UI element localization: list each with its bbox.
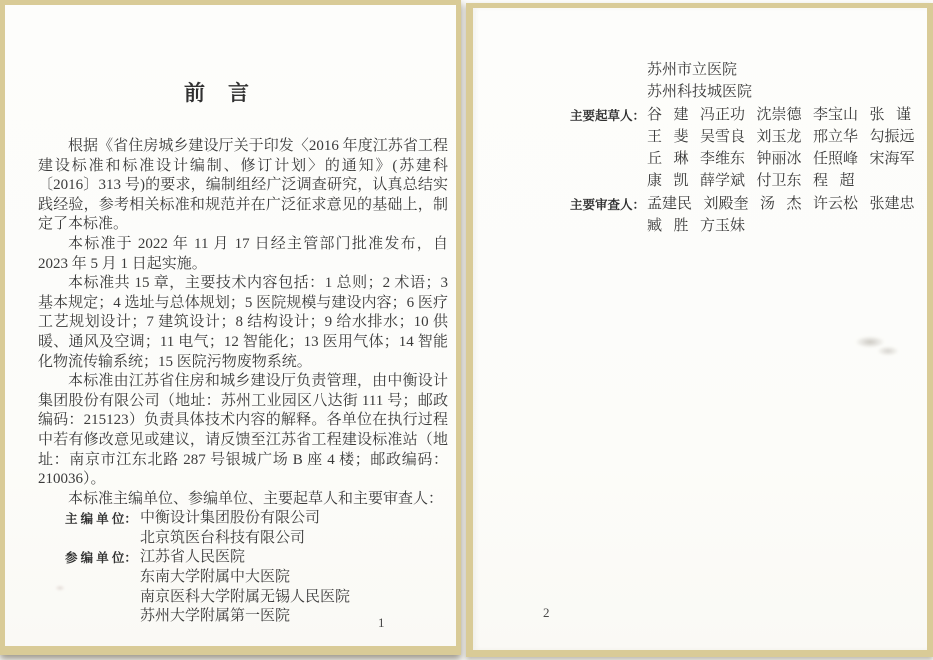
credits-content bbox=[473, 59, 927, 237]
unit-entry: 中衡设计集团股份有限公司 bbox=[140, 510, 321, 527]
chief-drafters-rows bbox=[647, 104, 927, 193]
right-page-edge bbox=[466, 3, 933, 657]
chief-editing-unit-label: 主 编 单 位： bbox=[65, 512, 137, 527]
participating-unit-section bbox=[38, 548, 448, 626]
name-row: 臧 胜 方玉妹 bbox=[647, 218, 746, 235]
foreword-paragraph: 本标准主编单位、参编单位、主要起草人和主要审查人： bbox=[68, 490, 444, 507]
name-row: 谷 建 冯正功 沈崇德 李宝山 张 谨 bbox=[647, 106, 912, 123]
foreword-title: 前 言 bbox=[184, 81, 250, 105]
unit-entry: 东南大学附属中大医院 bbox=[140, 569, 291, 586]
left-page-paper bbox=[5, 5, 456, 646]
foreword-paragraph: 本标准共 15 章，主要技术内容包括：1 总则；2 术语；3 基本规定；4 选址与总体规划；5 医院规模与建设内容；6 医疗工艺规划设计；7 建筑设计；8 结构设计；9 给水排水；10 供暖、通风及空调；11 电气；12 智能化；13 医用气体；14 智能化物流传输系统；15 医院污物废物系统。 bbox=[38, 275, 452, 370]
unit-entry: 南京医科大学附属无锡人民医院 bbox=[140, 588, 351, 605]
name-row: 王 斐 吴雪良 刘玉龙 邢立华 勾振远 bbox=[647, 128, 915, 145]
foreword-content bbox=[38, 81, 452, 627]
chief-editing-unit-section bbox=[38, 509, 448, 548]
name-row: 丘 琳 李维东 钟丽冰 任照峰 宋海军 bbox=[647, 151, 915, 168]
page-number-left: 1 bbox=[378, 615, 385, 630]
unit-entry: 江苏省人民医院 bbox=[140, 549, 246, 566]
foreword-paragraph: 本标准于 2022 年 11 月 17 日经主管部门批准发布，自 2023 年 5 月 1 日起实施。 bbox=[38, 235, 452, 272]
chief-editing-unit-entries bbox=[140, 509, 448, 548]
right-page-paper bbox=[473, 8, 927, 650]
unit-entry: 苏州市立医院 bbox=[647, 62, 738, 78]
unit-entry: 北京筑医台科技有限公司 bbox=[140, 529, 306, 546]
chief-reviewers-section bbox=[473, 193, 927, 238]
participating-unit-label: 参 编 单 位： bbox=[65, 551, 137, 566]
page-number-right: 2 bbox=[543, 605, 550, 620]
chief-reviewers-rows bbox=[647, 193, 927, 238]
left-page-edge bbox=[0, 0, 461, 655]
scan-smudge bbox=[855, 336, 885, 348]
foreword-paragraph: 根据《省住房城乡建设厅关于印发〈2016 年度江苏省工程建设标准和标准设计编制、修订计划〉的通知》(苏建科〔2016〕313 号)的要求，编制组经广泛调查研究，认真总结实践经验，参考相关标准和规范并在广泛征求意见的基础上，制定了本标准。 bbox=[38, 138, 448, 233]
foreword-paragraph: 本标准由江苏省住房和城乡建设厅负责管理，由中衡设计集团股份有限公司（地址：苏州工业园区八达街 111 号；邮政编码：215123）负责具体技术内容的解释。各单位在执行过程中若有修改意见或建议，请反馈至江苏省工程建设标准站（地址：南京市江东北路 287 号银城广场 B 座 4 楼；邮政编码：210036）。 bbox=[38, 373, 448, 488]
name-row: 孟建民 刘殿奎 汤 杰 许云松 张建忠 bbox=[647, 195, 915, 212]
unit-entry: 苏州大学附属第一医院 bbox=[140, 608, 291, 625]
unit-entry: 苏州科技城医院 bbox=[647, 84, 753, 101]
chief-reviewers-label: 主要审查人： bbox=[570, 197, 646, 212]
scan-smudge bbox=[877, 346, 899, 356]
chief-drafters-label: 主要起草人： bbox=[570, 108, 646, 123]
name-row: 康 凯 薛学斌 付卫东 程 超 bbox=[647, 173, 855, 190]
chief-drafters-section bbox=[473, 104, 927, 193]
participating-unit-entries bbox=[140, 548, 448, 626]
